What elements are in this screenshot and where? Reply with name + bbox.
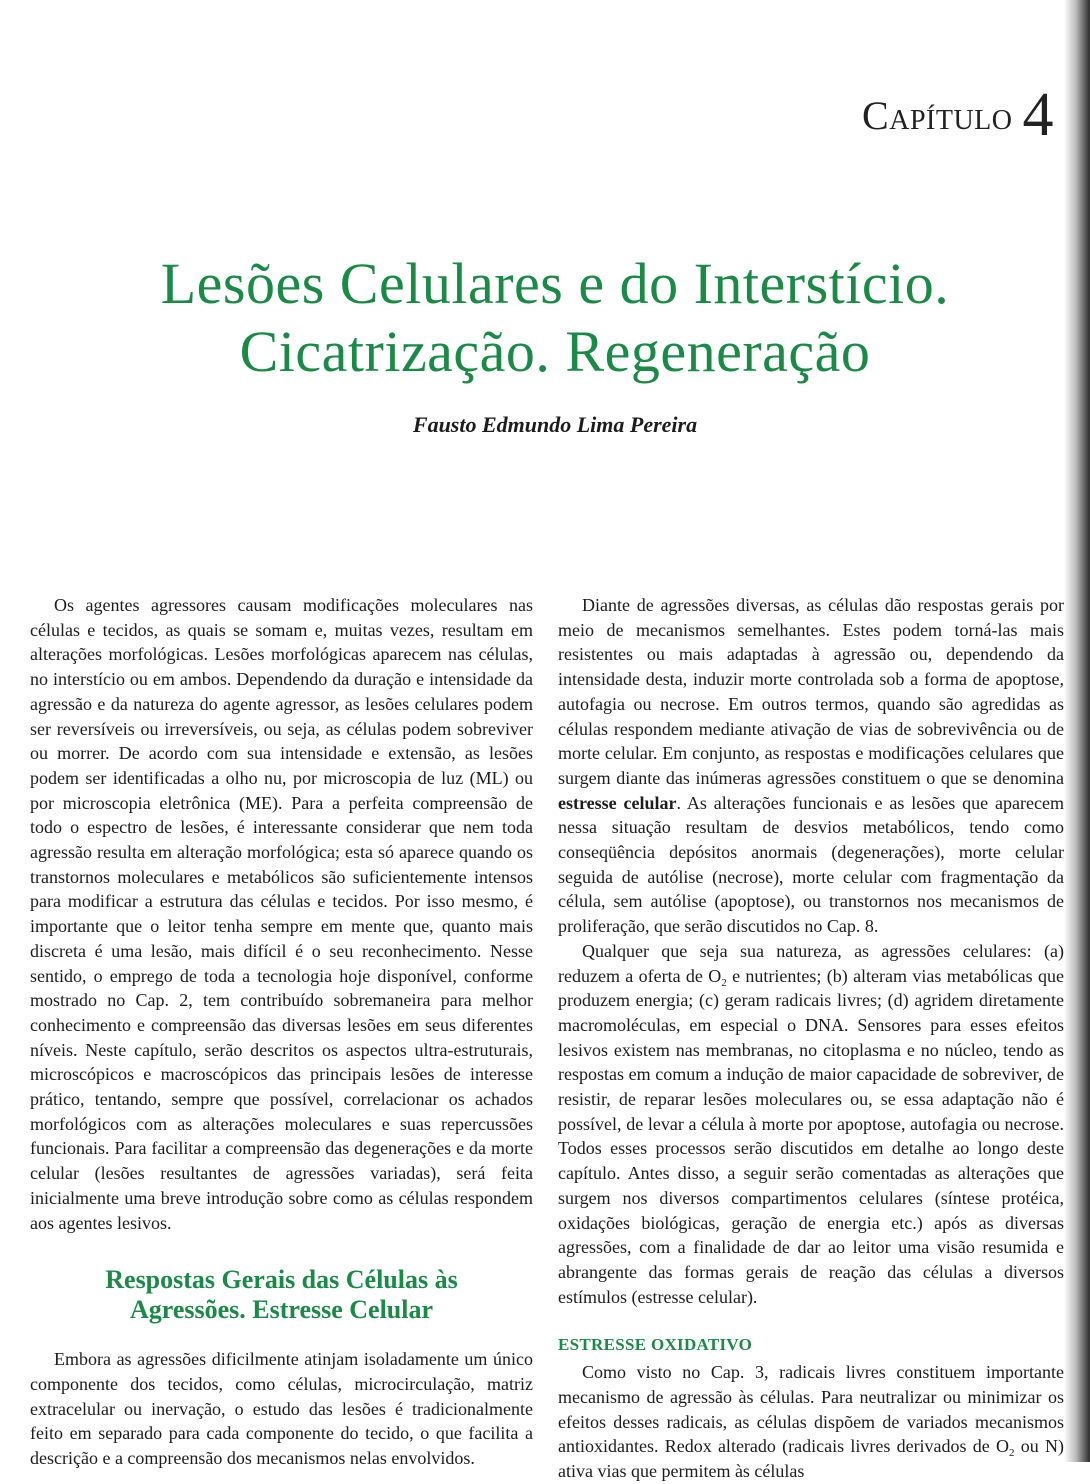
chapter-number: 4 <box>1022 81 1054 149</box>
title-line-2: Cicatrização. Regeneração <box>239 319 871 384</box>
left-column <box>30 593 533 1471</box>
page-edge-shadow <box>1064 0 1090 1462</box>
section-heading-line-2: Agressões. Estresse Celular <box>129 1295 434 1325</box>
subscript-2: 2 <box>1009 1447 1015 1460</box>
right-p1-text-b: . As alterações funcionais e as lesões que aparecem nessa situação resultam de desvios metabólicos, tendo como conseqüência depósitos anormais (degenerações), morte celular seguida de autólise (necrose), morte celular com fragmentação da célula, sem autólise (apoptose), ou transtornos nos mecanismos de proliferação, que serão discutidos no Cap. 8. <box>558 792 1064 937</box>
right-paragraph-1 <box>558 593 1064 939</box>
right-p3-text-b: ou N) ativa vias que permitem às células <box>558 1436 1065 1481</box>
right-p2-text-b: e nutrientes; (b) alteram vias metabólicas que produzem energia; (c) geram radicais livres; (d) agridem diretamente macromoléculas, em especial o DNA. Sensores para esses efeitos lesivos existem nas membranas, no citoplasma e no núcleo, tendo as respostas em comum a indução de maior capacidade de sobreviver, de resistir, de reparar lesões moleculares ou, se essa adaptação não é possível, de levar a célula à morte por apoptose, autofagia ou necrose. Todos esses processos serão discutidos em detalhe ao longo deste capítulo. Antes disso, a seguir serão comentadas as alterações que surgem nos diversos compartimentos celulares (síntese protéica, oxidações biológicas, geração de energia etc.) após as diversas agressões, com a finalidade de dar ao leitor uma visão resumida e abrangente das formas gerais de reação das células a diversos estímulos (estresse celular). <box>558 965 1064 1307</box>
section-heading-line-1: Respostas Gerais das Células às <box>105 1265 458 1295</box>
left-paragraph-2: Embora as agressões dificilmente atinjam isoladamente um único componente dos tecidos, como células, microcirculação, matriz extracelular ou inervação, o estudo das lesões é tradicionalmente feito em separado para cada componente do tecido, o que facilita a descrição e a compreensão dos mecanismos nelas envolvidos. <box>30 1349 533 1469</box>
right-p1-text-a: Diante de agressões diversas, as células dão respostas gerais por meio de mecanismos semelhantes. Estes podem torná-las mais resistentes ou mais adaptadas à agressão ou, dependendo da intensidade desta, induzir morte controlada sob a forma de apoptose, autofagia ou necrose. Em outros termos, quando são agredidas as células respondem mediante ativação de vias de sobrevivência ou de morte celular. Em conjunto, as respostas e modificações celulares que surgem diante das inúmeras agressões constituem o que se denomina <box>558 595 1064 788</box>
left-paragraph-1: Os agentes agressores causam modificações moleculares nas células e tecidos, as quais se somam e, muitas vezes, resultam em alterações morfológicas. Lesões morfológicas aparecem nas células, no interstício ou em ambos. Dependendo da duração e intensidade da agressão e da natureza do agente agressor, as lesões celulares podem ser reversíveis ou irreversíveis, ou seja, as células podem sobreviver ou morrer. De acordo com sua intensidade e extensão, as lesões podem ser identificadas a olho nu, por microscopia de luz (ML) ou por microscopia eletrônica (ME). Para a perfeita compreensão de todo o espectro de lesões, é interessante considerar que nem toda agressão resulta em alteração morfológica; esta só aparece quando os transtornos moleculares e metabólicos são suficientemente intensos para modificar a estrutura das células e tecidos. Por isso mesmo, é importante que o leitor tenha sempre em mente que, quanto mais discreta é uma lesão, mais difícil é o seu reconhecimento. Nesse sentido, o emprego de toda a tecnologia hoje disponível, conforme mostrado no Cap. 2, tem contribuído sobremaneira para melhor conhecimento e compreensão das diversas lesões em seus diferentes níveis. Neste capítulo, serão descritos os aspectos ultra-estruturais, microscópicos e macroscópicos das principais lesões de interesse prático, tentando, sempre que possível, correlacionar os achados morfológicos com as alterações moleculares e suas repercussões funcionais. Para facilitar a compreensão das degenerações e da morte celular (lesões resultantes de agressões variadas), será feita inicialmente uma breve introdução sobre como as células respondem aos agentes lesivos. <box>30 595 533 1233</box>
chapter-title <box>80 250 1030 386</box>
right-p3-text-a: Como visto no Cap. 3, radicais livres constituem importante mecanismo de agressão às células. Para neutralizar ou minimizar os efeitos desses radicais, as células dispõem de variados mecanismos antioxidantes. Redox alterado (radicais livres derivados de O <box>558 1362 1064 1457</box>
subheading-estresse-oxidativo: ESTRESSE OXIDATIVO <box>558 1335 753 1355</box>
section-heading <box>30 1265 533 1325</box>
right-column <box>558 593 1064 1484</box>
title-line-1: Lesões Celulares e do Interstício. <box>160 251 950 316</box>
keyword-estresse-celular: estresse celular <box>558 792 677 813</box>
right-paragraph-2 <box>558 939 1064 1310</box>
subscript-2: 2 <box>721 976 727 989</box>
right-paragraph-3 <box>558 1360 1064 1484</box>
chapter-label <box>862 80 1054 151</box>
right-p2-text-a: Qualquer que seja sua natureza, as agressões celulares: (a) reduzem a oferta de O <box>558 940 1064 986</box>
chapter-word: Capítulo <box>862 93 1013 138</box>
author-name: Fausto Edmundo Lima Pereira <box>412 412 698 437</box>
